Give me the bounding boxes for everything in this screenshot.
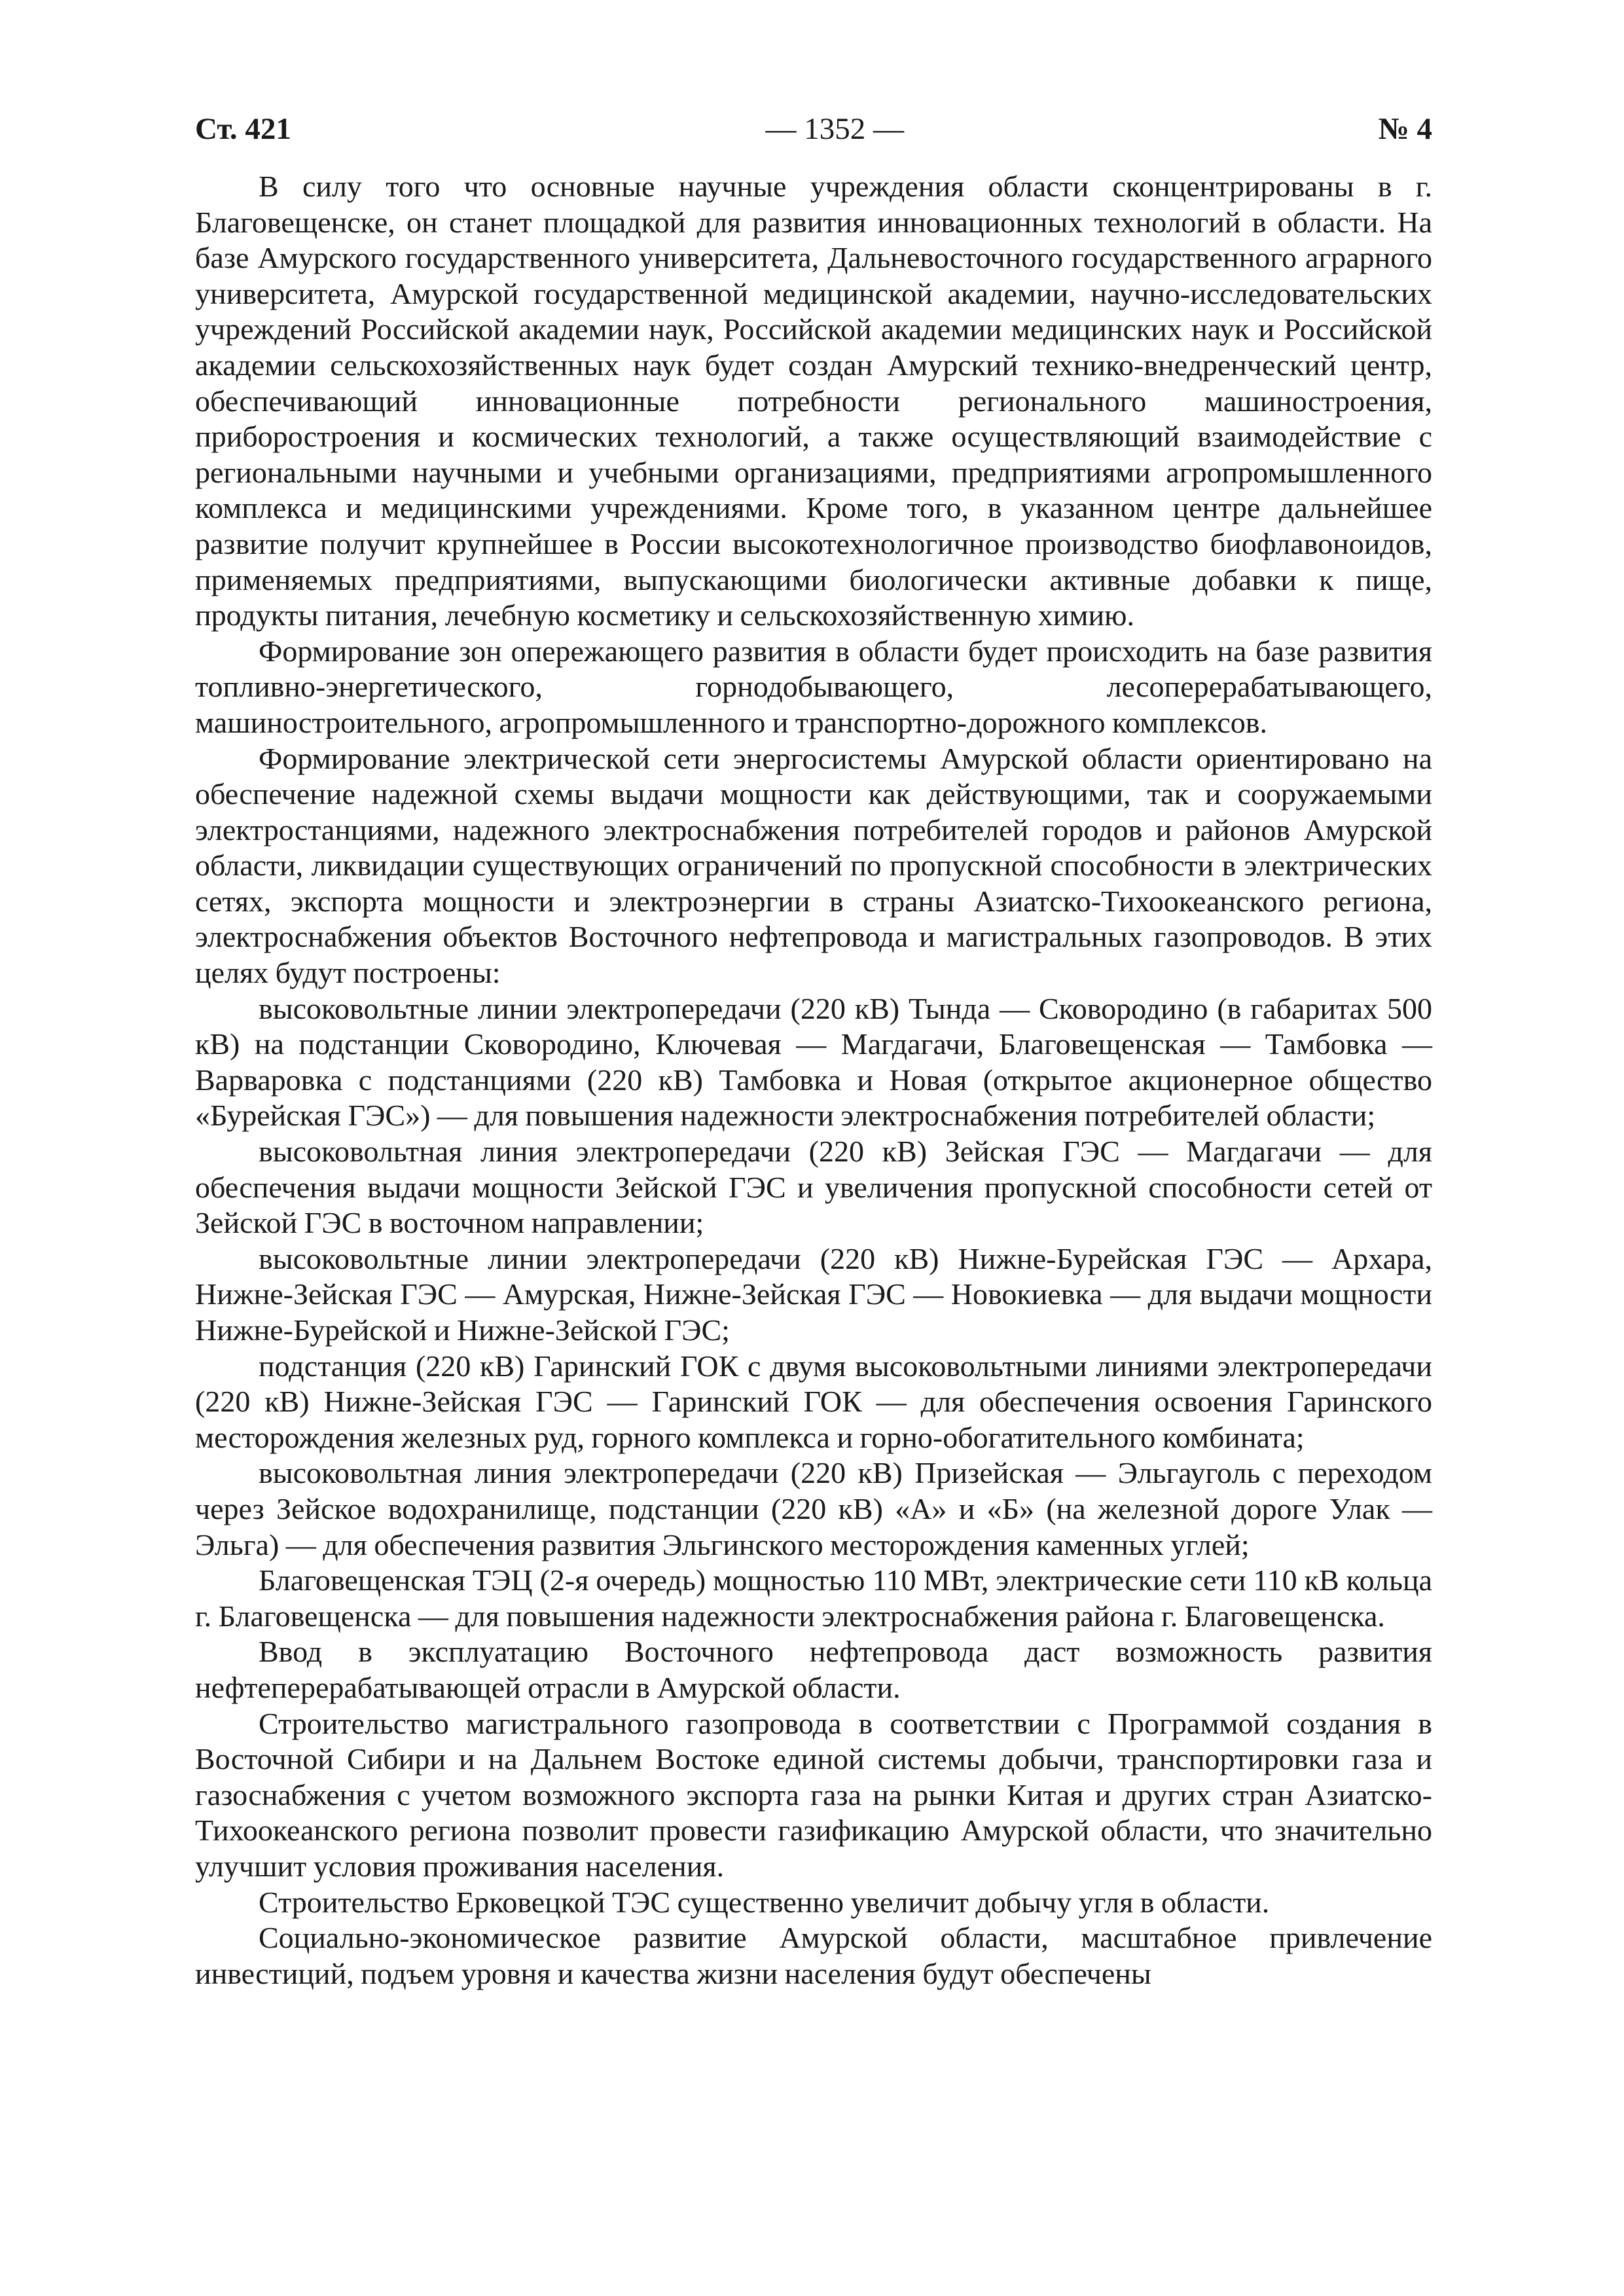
paragraph: Ввод в эксплуатацию Восточного нефтепровода даст возможность развития нефтеперерабатывающей отрасли в Амурской области. <box>195 1635 1432 1704</box>
paragraph: В силу того что основные научные учреждения области сконцентрированы в г. Благовещенске, он станет площадкой для развития инновационных технологий в области. На базе Амурского государственного университета, Дальневосточного государственного аграрного университета, Амурской государственной медицинской академии, научно-исследовательских учреждений Российской академии наук, Российской академии медицинских наук и Российской академии сельскохозяйственных наук будет создан Амурский технико-внедренческий центр, обеспечивающий инновационные потребности регионального машиностроения, приборостроения и космических технологий, а также осуществляющий взаимодействие с региональными научными и учебными организациями, предприятиями агропромышленного комплекса и медицинскими учреждениями. Кроме того, в указанном центре дальнейшее развитие получит крупнейшее в России высокотехнологичное производство биофлавоноидов, применяемых предприятиями, выпускающими биологически активные добавки к пище, продукты питания, лечебную косметику и сельскохозяйственную химию. <box>195 170 1432 632</box>
list-item: высоковольтная линия электропередачи (220 кВ) Призейская — Эльгауголь с переходом через Зейское водохранилище, подстанции (220 кВ) «А» и «Б» (на железной дороге Улак — Эльга) — для обеспечения развития Эльгинского месторождения каменных углей; <box>195 1456 1432 1561</box>
list-item: Благовещенская ТЭЦ (2-я очередь) мощностью 110 МВт, электрические сети 110 кВ кольца г. Благовещенска — для повышения надежности электроснабжения района г. Благовещенска. <box>195 1563 1432 1633</box>
paragraph: Формирование зон опережающего развития в области будет происходить на базе развития топливно-энергетического, горнодобывающего, лесоперерабатывающего, машиностроительного, агропромышленного и транспортно-дорожного комплексов. <box>195 634 1432 739</box>
document-body <box>195 169 1432 1992</box>
page-header <box>195 111 1432 164</box>
paragraph: Формирование электрической сети энергосистемы Амурской области ориентировано на обеспечение надежной схемы выдачи мощности как действующими, так и сооружаемыми электростанциями, надежного электроснабжения потребителей городов и районов Амурской области, ликвидации существующих ограничений по пропускной способности в электрических сетях, экспорта мощности и электроэнергии в страны Азиатско-Тихоокеанского региона, электроснабжения объектов Восточного нефтепровода и магистральных газопроводов. В этих целях будут построены: <box>195 741 1432 990</box>
paragraph: Социально-экономическое развитие Амурской области, масштабное привлечение инвестиций, подъем уровня и качества жизни населения будут обеспечены <box>195 1921 1432 1990</box>
list-item: высоковольтные линии электропередачи (220 кВ) Нижне-Бурейская ГЭС — Архара, Нижне-Зейская ГЭС — Амурская, Нижне-Зейская ГЭС — Новокиевка — для выдачи мощности Нижне-Бурейской и Нижне-Зейской ГЭС; <box>195 1241 1432 1347</box>
list-item: высоковольтная линия электропередачи (220 кВ) Зейская ГЭС — Магдагачи — для обеспечения выдачи мощности Зейской ГЭС и увеличения пропускной способности сетей от Зейской ГЭС в восточном направлении; <box>195 1135 1432 1240</box>
paragraph: Строительство Ерковецкой ТЭС существенно увеличит добычу угля в области. <box>259 1885 1270 1919</box>
list-item: высоковольтные линии электропередачи (220 кВ) Тында — Сковородино (в габаритах 500 кВ) на подстанции Сковородино, Ключевая — Магдагачи, Благовещенская — Тамбовка — Варваровка с подстанциями (220 кВ) Тамбовка и Новая (открытое акционерное общество «Бурейская ГЭС») — для повышения надежности электроснабжения потребителей области; <box>195 991 1432 1133</box>
page-number: — 1352 — <box>765 112 904 146</box>
paragraph: Строительство магистрального газопровода в соответствии с Программой создания в Восточной Сибири и на Дальнем Востоке единой системы добычи, транспортировки газа и газоснабжения с учетом возможного экспорта газа на рынки Китая и других стран Азиатско-Тихоокеанского региона позволит провести газификацию Амурской области, что значительно улучшит условия проживания населения. <box>195 1706 1432 1883</box>
article-number: Ст. 421 <box>195 112 291 146</box>
list-item: подстанция (220 кВ) Гаринский ГОК с двумя высоковольтными линиями электропередачи (220 кВ) Нижне-Зейская ГЭС — Гаринский ГОК — для обеспечения освоения Гаринского месторождения железных руд, горного комплекса и горно-обогатительного комбината; <box>195 1349 1432 1454</box>
document-page <box>195 111 1432 1992</box>
issue-number: № 4 <box>1378 112 1432 146</box>
